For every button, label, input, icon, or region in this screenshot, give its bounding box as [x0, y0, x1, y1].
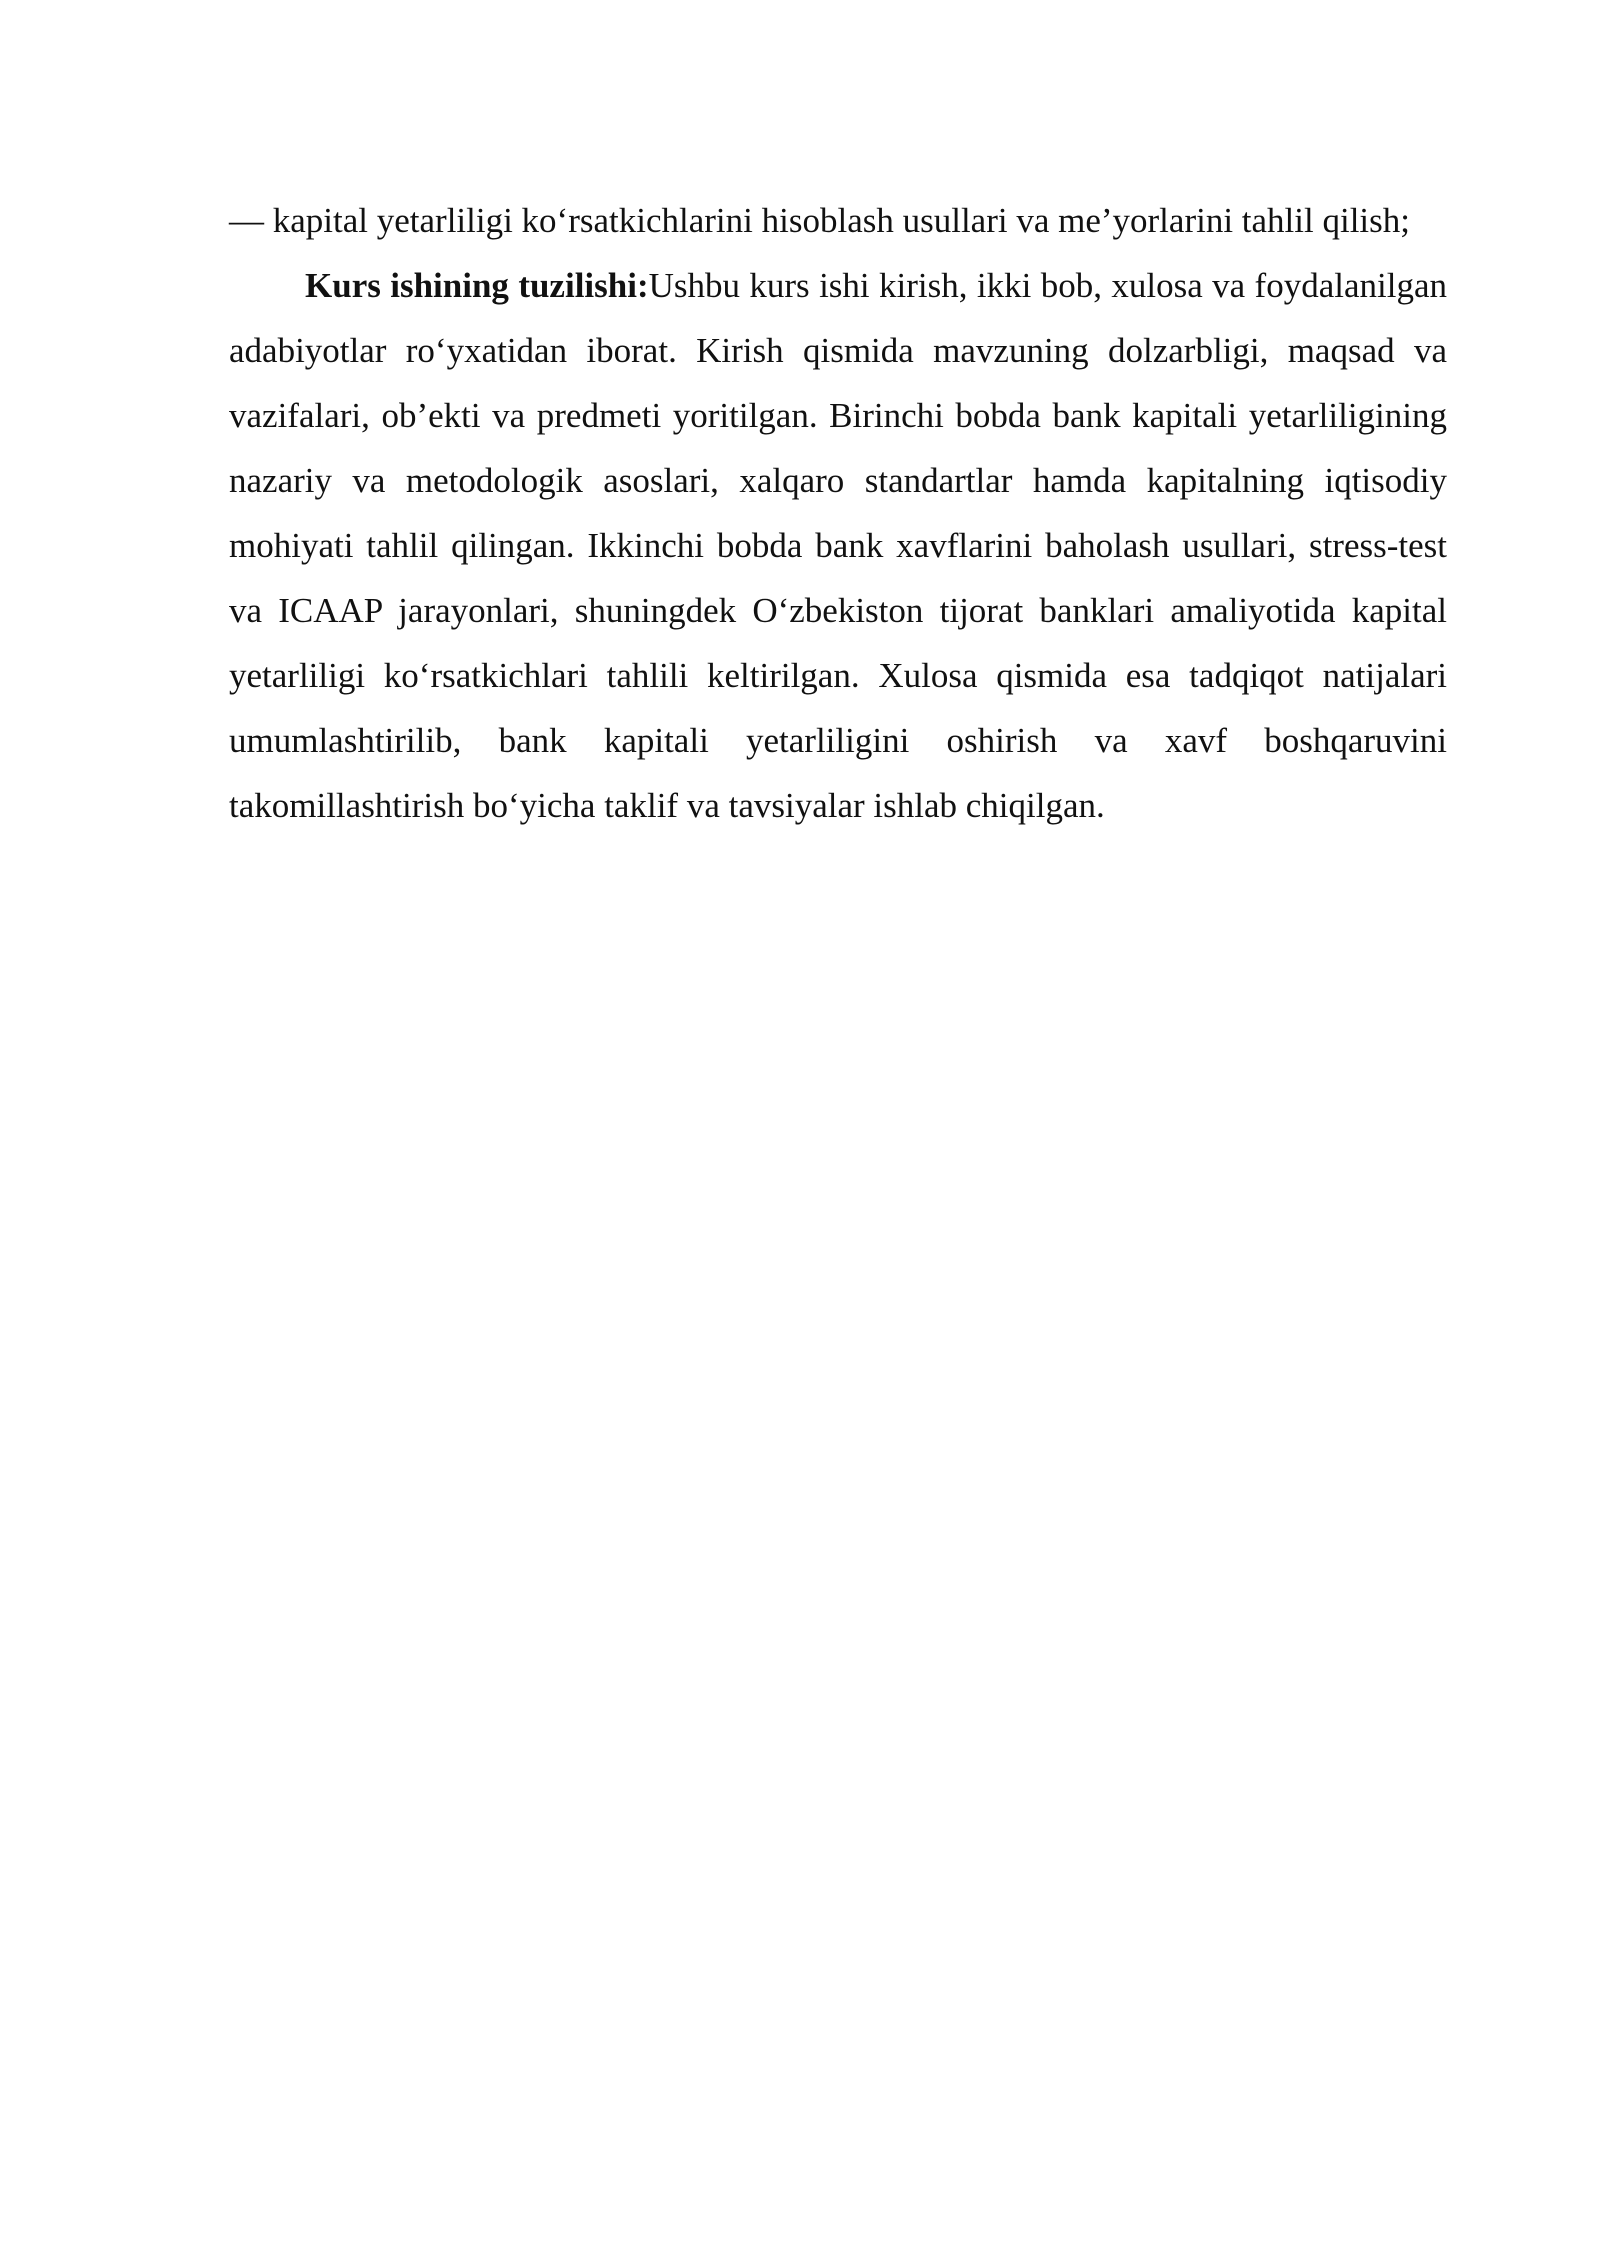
structure-paragraph	[229, 253, 1447, 838]
document-body	[229, 188, 1447, 838]
structure-text: Ushbu kurs ishi kirish, ikki bob, xulosa va foydalanilgan adabiyotlar ro‘yxatidan iborat. Kirish qismida mavzuning dolzarbligi, maqsad va vazifalari, ob’ekti va predmeti yoritilgan. Birinchi bobda bank kapitali yetarliligining nazariy va metodologik asoslari, xalqaro standartlar hamda kapitalning iqtisodiy mohiyati tahlil qilingan. Ikkinchi bobda bank xavflarini baholash usullari, stress-test va ICAAP jarayonlari, shuningdek O‘zbekiston tijorat banklari amaliyotida kapital yetarliligi ko‘rsatkichlari tahlili keltirilgan. Xulosa qismida esa tadqiqot natijalari umumlashtirilib, bank kapitali yetarliligini oshirish va xavf boshqaruvini takomillashtirish bo‘yicha taklif va tavsiyalar ishlab chiqilgan.	[229, 266, 1447, 825]
structure-heading: Kurs ishining tuzilishi:	[305, 266, 649, 305]
bullet-item: — kapital yetarliligi ko‘rsatkichlarini hisoblash usullari va me’yorlarini tahlil qilish;	[229, 201, 1410, 240]
